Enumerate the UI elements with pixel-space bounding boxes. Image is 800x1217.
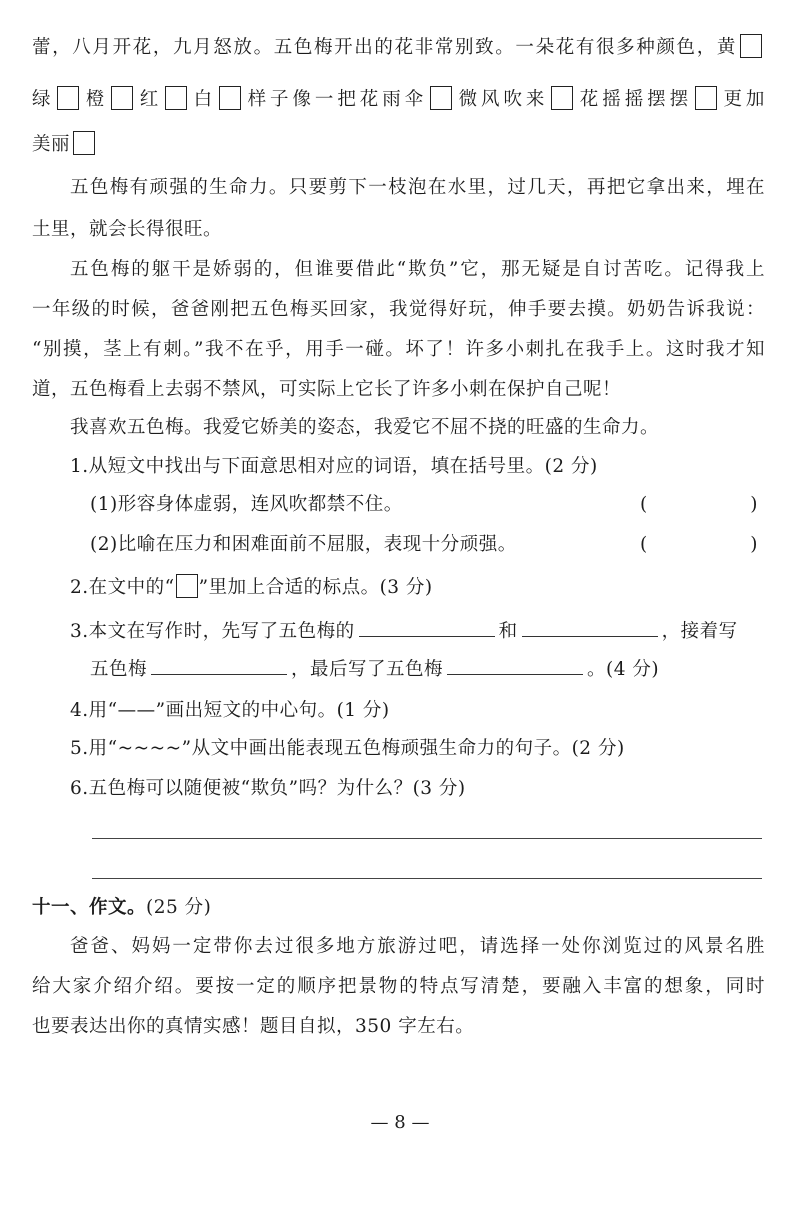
item-text: (1)形容身体虚弱，连风吹都禁不住。	[90, 494, 403, 515]
item-text: (2)比喻在压力和困难面前不屈服，表现十分顽强。	[90, 534, 517, 555]
question-4: 4.用“——”画出短文的中心句。(1 分)	[70, 700, 390, 721]
question-2	[70, 568, 765, 608]
passage-line-2	[32, 80, 765, 120]
passage-text: 样子像一把花雨伞	[244, 89, 428, 110]
question-5: 5.用“~~~~”从文中画出能表现五色梅顽强生命力的句子。(2 分)	[70, 738, 625, 759]
page-number: — 8 —	[370, 1112, 430, 1133]
passage-text: 更加	[720, 89, 765, 110]
composition-line: 给大家介绍介绍。要按一定的顺序把景物的特点写清楚，要融入丰富的想象，同时	[32, 976, 765, 997]
punctuation-box	[219, 86, 241, 110]
question-text: 2.在文中的“	[70, 577, 175, 598]
question-6: 6.五色梅可以随便被“欺负”吗？为什么？(3 分)	[70, 778, 466, 799]
passage-text: 美丽	[32, 134, 71, 155]
paragraph-4-line: 我喜欢五色梅。我爱它娇美的姿态，我爱它不屈不挠的旺盛的生命力。	[70, 417, 660, 438]
punctuation-box	[740, 34, 762, 58]
paren-open: (	[640, 494, 648, 515]
answer-blank	[522, 614, 658, 637]
question-text: ，最后写了五色梅	[291, 659, 444, 680]
paragraph-3-line: 道，五色梅看上去弱不禁风，可实际上它长了许多小刺在保护自己呢！	[32, 379, 622, 400]
paren-open: (	[640, 534, 648, 555]
paragraph-3-line: 五色梅的躯干是娇弱的，但谁要借此“欺负”它，那无疑是自讨苦吃。记得我上	[70, 259, 765, 280]
passage-line-3	[32, 125, 765, 165]
punctuation-box	[695, 86, 717, 110]
composition-line: 爸爸、妈妈一定带你去过很多地方旅游过吧，请选择一处你浏览过的风景名胜	[70, 936, 765, 957]
question-1-item-1	[90, 485, 765, 525]
question-text: ，接着写	[661, 621, 738, 642]
punctuation-box	[430, 86, 452, 110]
question-1-item-2	[90, 525, 765, 565]
punctuation-box	[73, 131, 95, 155]
paragraph-2-line: 土里，就会长得很旺。	[32, 219, 223, 240]
punctuation-box	[165, 86, 187, 110]
question-text: 五色梅	[90, 659, 148, 680]
punctuation-box	[111, 86, 133, 110]
composition-heading	[32, 888, 765, 928]
answer-line	[92, 838, 762, 839]
question-text: 和	[498, 621, 518, 642]
question-3-line-2	[90, 650, 765, 690]
answer-blank	[151, 652, 287, 675]
passage-text: 微风吹来	[455, 89, 549, 110]
passage-text: 蕾，八月开花，九月怒放。五色梅开出的花非常别致。一朵花有很多种颜色，黄	[32, 37, 737, 58]
question-1-stem: 1.从短文中找出与下面意思相对应的词语，填在括号里。(2 分)	[70, 456, 598, 477]
question-3-line-1	[70, 612, 765, 652]
passage-text: 白	[190, 89, 217, 110]
answer-parentheses	[640, 485, 758, 525]
passage-text: 橙	[82, 89, 109, 110]
answer-parentheses	[640, 525, 758, 565]
passage-line-1	[32, 28, 765, 68]
paren-close: )	[750, 534, 758, 555]
answer-blank	[359, 614, 495, 637]
punctuation-box	[551, 86, 573, 110]
question-text: ”里加上合适的标点。(3 分)	[198, 577, 433, 598]
passage-text: 绿	[32, 89, 55, 110]
paragraph-3-line: 一年级的时候，爸爸刚把五色梅买回家，我觉得好玩，伸手要去摸。奶奶告诉我说：	[32, 299, 765, 320]
punctuation-box	[57, 86, 79, 110]
question-text: 3.本文在写作时，先写了五色梅的	[70, 621, 355, 642]
passage-text: 花摇摇摆摆	[576, 89, 693, 110]
section-title: 十一、作文。	[32, 897, 147, 918]
section-score: (25 分)	[146, 897, 212, 918]
punctuation-box	[176, 574, 198, 598]
answer-line	[92, 878, 762, 879]
paren-close: )	[750, 494, 758, 515]
question-text: 。(4 分)	[587, 659, 660, 680]
paragraph-3-line: “别摸，茎上有刺。”我不在乎，用手一碰。坏了！许多小刺扎在我手上。这时我才知	[32, 339, 765, 360]
composition-line: 也要表达出你的真情实感！题目自拟，350 字左右。	[32, 1016, 475, 1037]
passage-text: 红	[136, 89, 163, 110]
paragraph-2-line: 五色梅有顽强的生命力。只要剪下一枝泡在水里，过几天，再把它拿出来，埋在	[70, 177, 765, 198]
answer-blank	[447, 652, 583, 675]
